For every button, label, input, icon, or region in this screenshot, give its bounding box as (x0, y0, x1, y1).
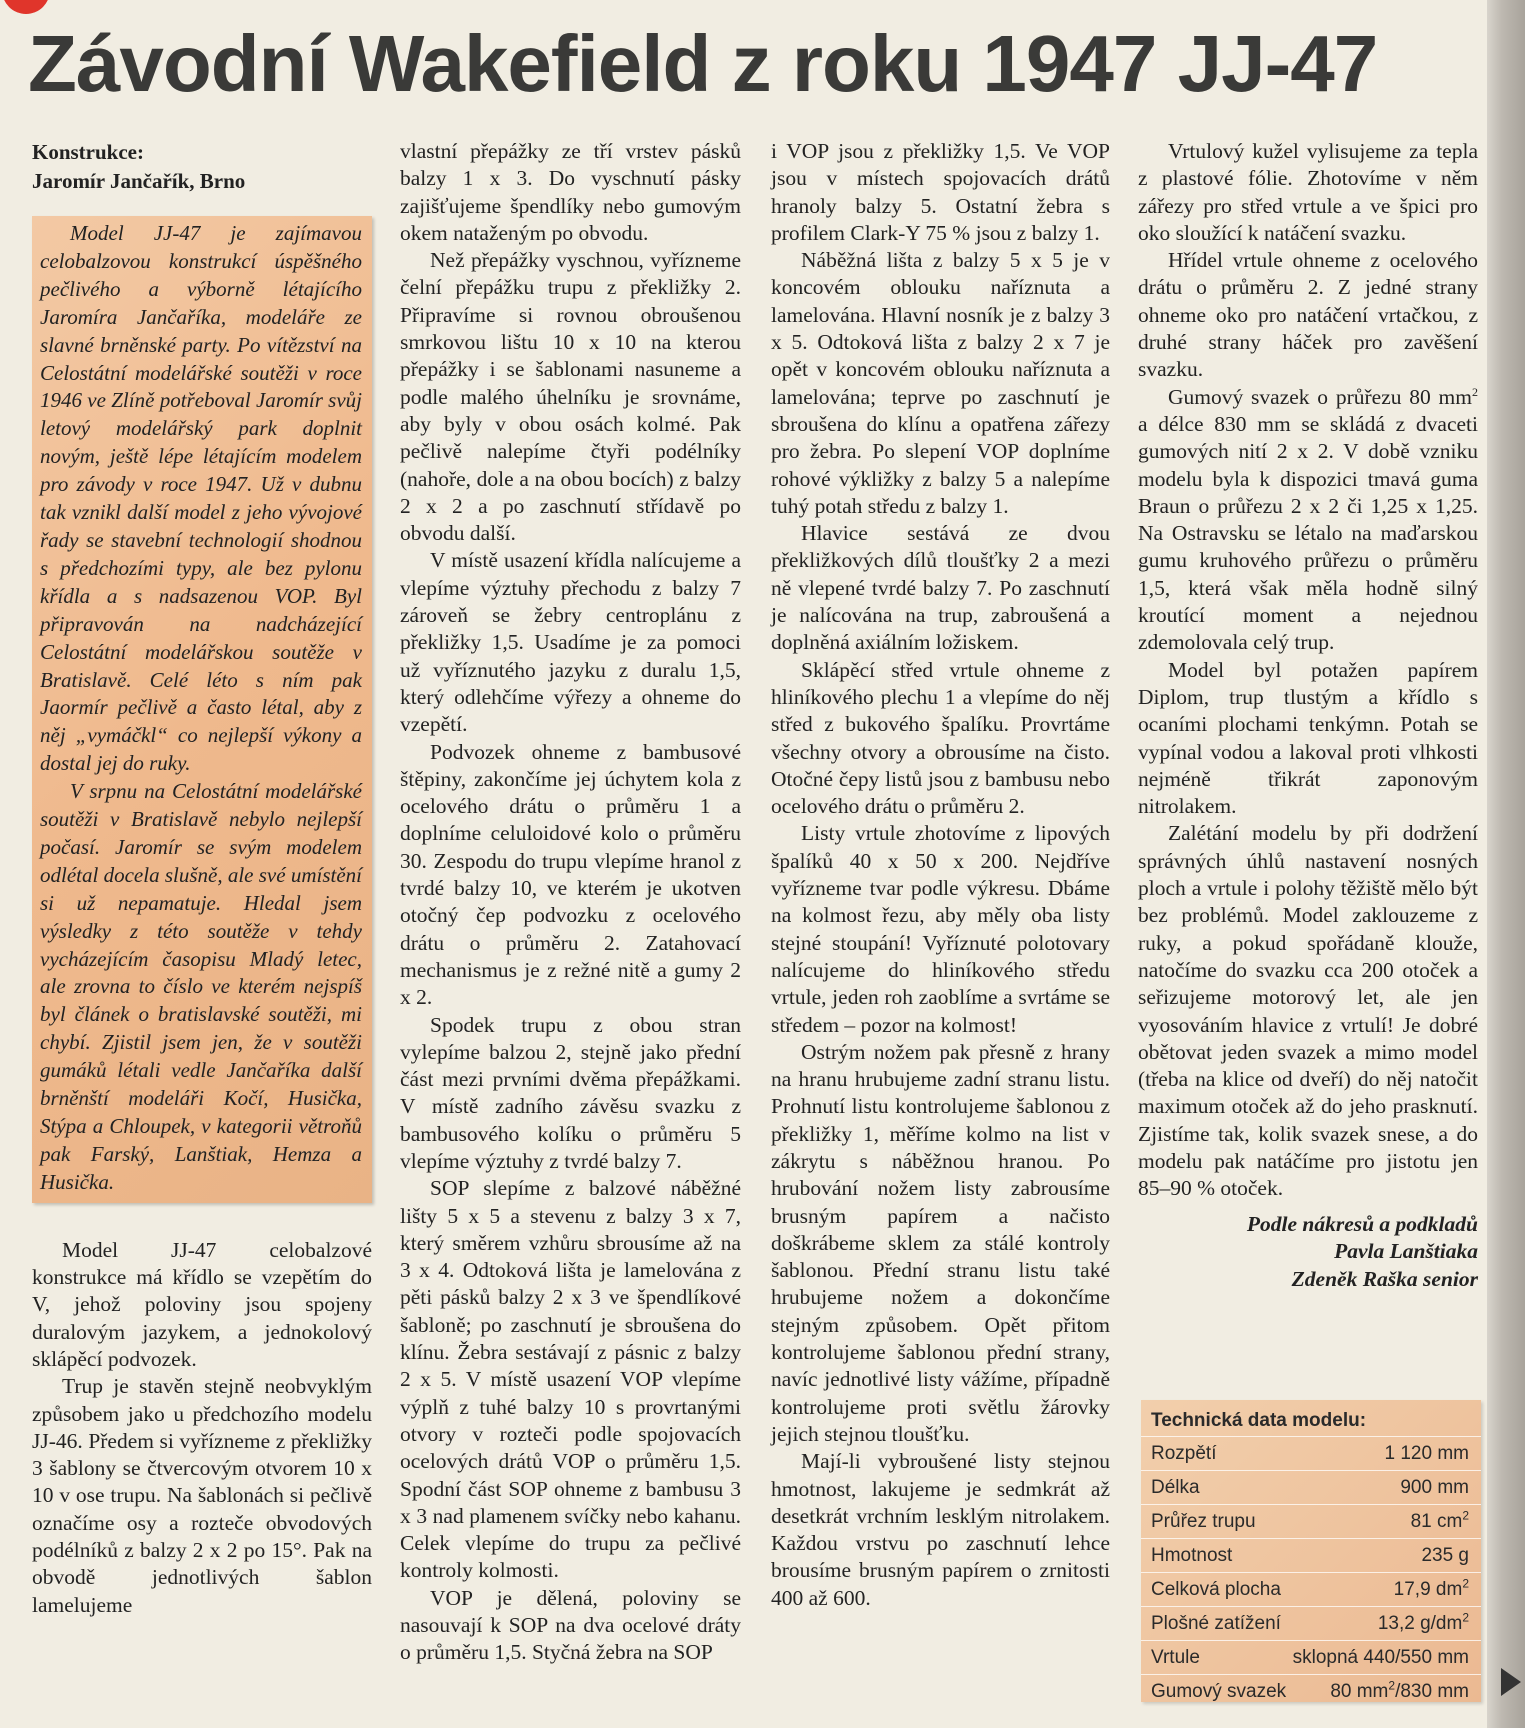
body-paragraph: Vrtulový kužel vylisujeme za tepla z plastové fólie. Zhotovíme v něm zářezy pro střed vrtule a ve špici pro oko sloužící k natáčení svazku. (1138, 139, 1478, 245)
construction-credit (32, 138, 372, 196)
technical-data-row (1141, 1640, 1481, 1674)
body-paragraph: Náběžná lišta z balzy 5 x 5 je v koncovém oblouku naříznuta a lamelována. Hlavní nosník je z balzy 3 x 5. Odtoková lišta z balzy 2 x 7 je opět v koncovém oblouku naříznuta a lamelována; teprve po zaschnutí je sbroušena do klínu a opatřena zářezy pro žebra. Po slepení VOP doplníme rohové výkližky z balzy 5 a nalepíme tuhý potah středu z balzy 1. (771, 248, 1110, 518)
column-3 (771, 138, 1110, 1612)
value-text: 17,9 dm (1393, 1578, 1463, 1600)
technical-data-label: Délka (1151, 1476, 1200, 1498)
value-text: 81 cm (1410, 1510, 1463, 1532)
body-paragraph: Hlavice sestává ze dvou překližkových dílů tloušťky 2 a mezi ně vlepené tvrdé balzy 7. Po zaschnutí je nalícována na trup, zabroušená a doplněná axiálním ložiskem. (771, 521, 1110, 655)
source-credit (1138, 1211, 1478, 1294)
body-paragraph: V místě usazení křídla nalícujeme a vlepíme výztuhy přechodu z balzy 7 zároveň se žebry centroplánu z překližky 1,5. Usadíme je za pomoci už vyříznutého jazyku z duralu 1,5, který odlehčíme výřezy a ohneme do vzepětí. (400, 548, 741, 737)
body-paragraph: VOP je dělená, poloviny se nasouvají k SOP na dva ocelové dráty o průměru 1,5. Styčná žebra na SOP (400, 1585, 741, 1665)
value-text: 1 120 mm (1384, 1442, 1469, 1464)
body-paragraph: Model JJ-47 celobalzové konstrukce má křídlo se vzepětím do V, jehož poloviny jsou spojeny duralovým jazykem, a jednokolový sklápěcí podvozek. (32, 1237, 372, 1371)
value-text: 900 mm (1400, 1476, 1469, 1498)
construction-author: Jaromír Jančařík, Brno (32, 169, 246, 193)
source-line: Zdeněk Raška senior (1291, 1266, 1478, 1291)
value-text: 80 mm (1330, 1680, 1389, 1702)
technical-data-row (1141, 1606, 1481, 1640)
value-text: sklopná 440/550 mm (1292, 1646, 1469, 1668)
article-title: Závodní Wakefield z roku 1947 JJ-47 (28, 19, 1378, 108)
rubber-text-a: Gumový svazek o průřezu 80 mm (1168, 384, 1472, 409)
value-superscript: 2 (1462, 1508, 1469, 1523)
column-2 (400, 138, 741, 1667)
technical-data-label: Celková plocha (1151, 1578, 1281, 1600)
technical-data-row (1141, 1674, 1481, 1708)
body-paragraph: vlastní přepážky ze tří vrstev pásků balzy 1 x 3. Do vyschnutí pásky zajišťujeme špendlíky nebo gumovým okem nataženým po obvodu. (400, 139, 741, 245)
technical-data-value (1410, 1508, 1469, 1533)
body-paragraph (1138, 384, 1478, 657)
technical-data-value (1421, 1545, 1469, 1567)
body-paragraph: Model byl potažen papírem Diplom, trup tlustým a křídlo s ocaními plochami tenkýmn. Potah se vypínal vodou a lakoval proti vlhkosti nejméně třikrát zaponovým nitrolakem. (1138, 657, 1478, 819)
technical-data-row (1141, 1572, 1481, 1606)
technical-data-label: Průřez trupu (1151, 1510, 1256, 1532)
technical-data-box (1141, 1400, 1481, 1702)
technical-data-value (1293, 1647, 1469, 1669)
value-superscript: 2 (1462, 1610, 1469, 1625)
red-corner-dot (2, 0, 50, 14)
technical-data-value (1377, 1610, 1469, 1635)
value-text: 13,2 g/dm (1377, 1612, 1463, 1634)
technical-data-value (1330, 1678, 1469, 1703)
column-1 (32, 138, 372, 1619)
technical-data-label: Gumový svazek (1151, 1680, 1287, 1702)
intro-box (32, 216, 372, 1203)
technical-data-list (1141, 1436, 1481, 1708)
technical-data-title: Technická data modelu: (1151, 1410, 1367, 1431)
intro-paragraph: Model JJ-47 je zajímavou celobalzovou konstrukcí úspěšného pečlivého a výborně létajícího Jaromíra Jančaříka, modeláře ze slavné brněnské party. Po vítězství na Celostátní modelářské soutěži v roce 1946 ve Zlíně potřeboval Jaromír svůj letový modelářský park doplnit novým, ještě lépe létajícím modelem pro závody v roce 1947. Už v dubnu tak vznikl další model z jeho vývojové řady se stavební technologií shodnou s předchozími typy, ale bez pylonu křídla a s nadsazenou VOP. Byl připravován na nadcházející Celostátní modelářskou soutěže v Bratislavě. Celé léto s ním pak Jaormír pečlivě a často létal, aby z něj „vymáčkl“ co nejlepší výkony a dostal jej do ruky. (40, 221, 362, 776)
body-paragraph: Zalétání modelu by při dodržení správných úhlů nastavení nosných ploch a vrtule i polohy těžiště mělo být bez problémů. Model zaklouzeme z ruky, a pokud spořádaně klouže, natočíme do svazku cca 200 otoček a seřizujeme motorový let, ale jen vyosováním hlavice z vrtulí! Je dobré obětovat jeden svazek a mimo model (třeba na klice od dveří) do něj natočit maximum otoček až do jeho prasknutí. Zjistíme tak, kolik svazek snese, a do modelu pak natáčíme pro jistotu jen 85–90 % otoček. (1138, 821, 1478, 1201)
value-tail: /830 mm (1395, 1680, 1469, 1702)
page-edge-shadow (1487, 0, 1525, 1728)
body-paragraph: Hřídel vrtule ohneme z ocelového drátu o průměru 2. Z jedné strany ohneme oko pro natáčení vrtačkou, z druhé strany háček pro zavěšení svazku. (1138, 248, 1478, 382)
body-paragraph: Než přepážky vyschnou, vyřízneme čelní přepážku trupu z překližky 2. Připravíme si rovnou obroušenou smrkovou lištu 10 x 10 na kterou přepážky i se šablonami nasuneme a podle malého úhelníku je srovnáme, aby byly v obou osách kolmé. Pak pečlivě nalepíme čtyři podélníky (nahoře, dole a na obou bocích) z balzy 2 x 2 a po zaschnutí střídavě po obvodu další. (400, 248, 741, 546)
technical-data-value (1393, 1576, 1469, 1601)
page-arrow-icon (1501, 1668, 1521, 1696)
construction-label: Konstrukce: (32, 140, 144, 164)
body-paragraph: Ostrým nožem pak přesně z hrany na hranu hrubujeme zadní stranu listu. Prohnutí listu kontrolujeme šablonou z překližky 1, měříme kolmo na list v zákrytu s náběžnou hranou. Po hrubování nožem listy zabrousíme brusným papírem a načisto doškrábeme sklem za stálé kontroly šablonou. Přední stranu listu také hrubujeme nožem a dokončíme stejným způsobem. Opět přitom kontrolujeme šablonou přední strany, navíc jednotlivé listy vážíme, případně kontrolujeme proti světlu žárovky jejich stejnou tloušťku. (771, 1039, 1110, 1446)
superscript: 2 (1472, 384, 1478, 399)
source-line: Podle nákresů a podkladů (1246, 1211, 1478, 1236)
intro-paragraph: V srpnu na Celostátní modelářské soutěži v Bratislavě nebylo nejlepší počasí. Jaromír se svým modelem odlétal docela slušně, ale své umístění si už nepamatuje. Hledal jsem výsledky z této soutěže v tehdy vycházejícím časopisu Mladý letec, ale zrovna to číslo ve kterém nejspíš byl článek o bratislavské soutěži, mi chybí. Zjistil jsem jen, že v soutěži gumáků létali vedle Jančaříka další brněnští modeláři Kočí, Husička, Stýpa a Chloupek, v kategorii větroňů pak Farský, Lanštiak, Hemza a Husička. (40, 779, 362, 1194)
body-paragraph: Sklápěcí střed vrtule ohneme z hliníkového plechu 1 a vlepíme do něj střed z bukového špalíku. Provrtáme všechny otvory a obrousíme na čisto. Otočné čepy listů jsou z bambusu nebo ocelového drátu o průměru 2. (771, 657, 1110, 819)
body-paragraph: Podvozek ohneme z bambusové štěpiny, zakončíme jej úchytem kola z ocelového drátu o průměru 1 a doplníme celuloidové kolo o průměru 30. Zespodu do trupu vlepíme hranol z tvrdé balzy 10, ve kterém je ukotven otočný čep podvozku z ocelového drátu o průměru 2. Zatahovací mechanismus je z režné nitě a gumy 2 x 2. (400, 739, 741, 1010)
body-paragraph: SOP slepíme z balzové náběžné lišty 5 x 5 a stevenu z balzy 3 x 7, který směrem vzhůru sbrousíme až na 3 x 4. Odtoková lišta je lamelována z pěti pásků balzy 2 x 3 ve špendlíkové šabloně; po zaschnutí je sbroušena do klínu. Žebra sestávají z pásnic z balzy 2 x 5. V místě usazení VOP vlepíme výplň z tuhé balzy 10 s provrtanými otvory v rozteči podle spojovacích ocelových drátů VOP o průměru 1,5. Spodní část SOP ohneme z bambusu 3 x 3 nad plamenem svíčky nebo kahanu. Celek vlepíme do trupu za pečlivé kontroly kolmosti. (400, 1176, 741, 1583)
technical-data-row (1141, 1538, 1481, 1572)
column-4 (1138, 138, 1478, 1293)
body-paragraph: i VOP jsou z překližky 1,5. Ve VOP jsou v místech spojovacích drátů hranoly balzy 5. Ostatní žebra s profilem Clark-Y 75 % jsou z balzy 1. (771, 139, 1110, 245)
technical-data-label: Plošné zatížení (1151, 1612, 1281, 1634)
technical-data-label: Vrtule (1151, 1646, 1200, 1668)
technical-data-row (1141, 1436, 1481, 1470)
technical-data-value (1385, 1443, 1469, 1465)
value-text: 235 g (1421, 1544, 1469, 1566)
body-paragraph: Spodek trupu z obou stran vylepíme balzou 2, stejně jako přední část mezi prvními dvěma přepážkami. V místě zadního závěsu svazku z bambusového kolíku o průměru 5 vlepíme výztuhy z tvrdé balzy 7. (400, 1012, 741, 1173)
technical-data-value (1400, 1477, 1469, 1499)
source-line: Pavla Lanštiaka (1334, 1239, 1478, 1264)
body-paragraph: Listy vrtule zhotovíme z lipových špalíků 40 x 50 x 200. Nejdříve vyřízneme tvar podle výkresu. Dbáme na kolmost řezu, aby měly oba listy stejné stoupání! Vyříznuté polotovary nalícujeme do hliníkového středu vrtule, jeden roh zaoblíme a svrtáme se středem – pozor na kolmost! (771, 821, 1110, 1037)
technical-data-row (1141, 1504, 1481, 1538)
technical-data-row (1141, 1470, 1481, 1504)
rubber-text-b: a délce 830 mm se skládá z dvaceti gumových nití 2 x 2. V době vzniku modelu byla k dispozici tmavá guma Braun o průřezu 2 x 2 či 1,25 x 1,25. Na Ostravsku se létalo na maďarskou gumu kruhového průřezu o průměru 1,5, která však měla hodně silný kroutící moment a nejednou zdemolovala celý trup. (1138, 411, 1478, 655)
value-superscript: 2 (1462, 1576, 1469, 1591)
technical-data-label: Hmotnost (1151, 1544, 1233, 1566)
body-paragraph: Mají-li vybroušené listy stejnou hmotnost, lakujeme je sedmkrát až desetkrát vrchním lesklým nitrolakem. Každou vrstvu po zaschnutí lehce brousíme brusným papírem o zrnitosti 400 až 600. (771, 1449, 1110, 1610)
body-paragraph: Trup je stavěn stejně neobvyklým způsobem jako u předchozího modelu JJ-46. Předem si vyřízneme z překližky 3 šablony se čtvercovým otvorem 10 x 10 v ose trupu. Na šablonách si pečlivě označíme osy a rozteče obvodových podélníků z balzy 2 x 2 po 15°. Pak na obvodě jednotlivých šablon lamelujeme (32, 1374, 372, 1617)
value-superscript: 2 (1388, 1678, 1396, 1693)
technical-data-label: Rozpětí (1151, 1442, 1217, 1464)
